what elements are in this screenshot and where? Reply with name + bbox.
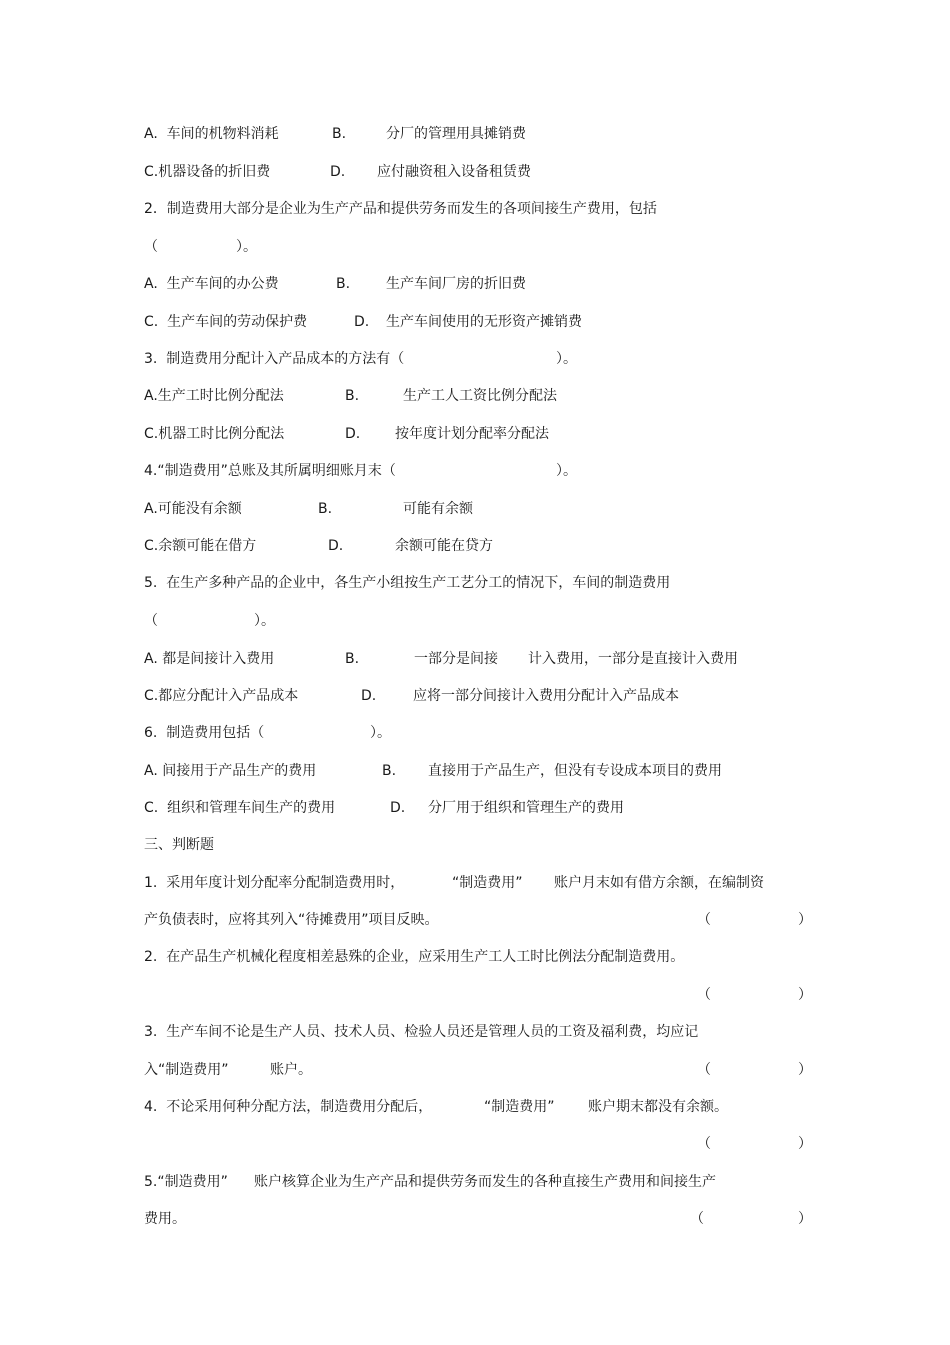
option-c: C.余额可能在借方 (144, 538, 257, 554)
judgment-3-line2: 入“制造费用” (144, 1062, 229, 1078)
option-b-letter: B. (318, 501, 333, 517)
option-b-letter: B. (345, 651, 360, 667)
judgment-2: 2. 在产品生产机械化程度相差悬殊的企业，应采用生产工人工时比例法分配制造费用。 (144, 949, 685, 965)
option-b-letter: B. (336, 276, 351, 292)
option-b-letter: B. (332, 126, 347, 142)
option-a: A. 生产车间的办公费 (144, 276, 279, 292)
answer-close-paren: ） (798, 1211, 812, 1227)
answer-open-paren: （ (697, 1136, 711, 1152)
judgment-4-cont: 账户期末都没有余额。 (588, 1099, 728, 1115)
answer-close-paren: ） (798, 987, 812, 1003)
option-c: C.都应分配计入产品成本 (144, 688, 299, 704)
option-b-text: 一部分是间接 (414, 651, 498, 667)
judgment-3-line2-cont: 账户。 (270, 1062, 312, 1078)
option-c: C. 组织和管理车间生产的费用 (144, 800, 336, 816)
option-b-letter: B. (382, 763, 397, 779)
judgment-5: 5.“制造费用” (144, 1174, 228, 1190)
blank-open: （ (144, 613, 158, 629)
question-4: 4.“制造费用”总账及其所属明细账月末（ (144, 463, 396, 479)
option-a: A.可能没有余额 (144, 501, 242, 517)
option-c: C.机器设备的折旧费 (144, 164, 271, 180)
option-d-letter: D. (390, 800, 406, 816)
option-b-text: 生产车间厂房的折旧费 (386, 276, 526, 292)
option-b-text: 可能有余额 (403, 501, 473, 517)
option-d-text: 应付融资租入设备租赁费 (377, 164, 531, 180)
judgment-1-cont: 账户月末如有借方余额，在编制资 (554, 875, 764, 891)
option-b-letter: B. (345, 388, 360, 404)
option-c: C. 生产车间的劳动保护费 (144, 314, 308, 330)
quoted-term: “制造费用” (452, 875, 523, 891)
answer-close-paren: ） (798, 1062, 812, 1078)
option-d-letter: D. (328, 538, 344, 554)
question-5: 5. 在生产多种产品的企业中，各生产小组按生产工艺分工的情况下，车间的制造费用 (144, 575, 671, 591)
section-heading: 三、判断题 (144, 837, 214, 853)
question-6: 6. 制造费用包括（ (144, 725, 265, 741)
judgment-3: 3. 生产车间不论是生产人员、技术人员、检验人员还是管理人员的工资及福利费，均应记 (144, 1024, 699, 1040)
blank-close: ）。 (254, 613, 275, 629)
option-b-text: 分厂的管理用具摊销费 (386, 126, 526, 142)
blank-open: （ (144, 239, 158, 255)
option-d-text: 生产车间使用的无形资产摊销费 (386, 314, 582, 330)
answer-open-paren: （ (697, 912, 711, 928)
option-d-letter: D. (354, 314, 370, 330)
quoted-term: “制造费用” (484, 1099, 555, 1115)
option-d-text: 按年度计划分配率分配法 (395, 426, 549, 442)
judgment-1: 1. 采用年度计划分配率分配制造费用时， (144, 875, 405, 891)
option-d-text: 余额可能在贷方 (395, 538, 493, 554)
question-2: 2．制造费用大部分是企业为生产产品和提供劳务而发生的各项间接生产费用，包括 (144, 201, 657, 217)
option-a: A. 都是间接计入费用 (144, 651, 275, 667)
option-d-letter: D. (330, 164, 346, 180)
question-3: 3. 制造费用分配计入产品成本的方法有（ (144, 351, 405, 367)
option-a: A. 车间的机物料消耗 (144, 126, 279, 142)
option-c: C.机器工时比例分配法 (144, 426, 285, 442)
answer-open-paren: （ (690, 1211, 704, 1227)
option-d-letter: D. (345, 426, 361, 442)
option-b-text: 生产工人工资比例分配法 (403, 388, 557, 404)
blank-close: ）。 (556, 463, 577, 479)
option-b-text: 直接用于产品生产，但没有专设成本项目的费用 (428, 763, 722, 779)
judgment-4: 4. 不论采用何种分配方法，制造费用分配后， (144, 1099, 433, 1115)
answer-open-paren: （ (697, 1062, 711, 1078)
answer-close-paren: ） (798, 912, 812, 928)
option-d-letter: D. (361, 688, 377, 704)
answer-open-paren: （ (697, 987, 711, 1003)
option-a: A. 间接用于产品生产的费用 (144, 763, 317, 779)
option-b-text-cont: 计入费用，一部分是直接计入费用 (528, 651, 738, 667)
judgment-1-line2: 产负债表时，应将其列入“待摊费用”项目反映。 (144, 912, 439, 928)
judgment-5-line2: 费用。 (144, 1211, 186, 1227)
judgment-5-cont: 账户核算企业为生产产品和提供劳务而发生的各种直接生产费用和间接生产 (254, 1174, 716, 1190)
option-d-text: 分厂用于组织和管理生产的费用 (428, 800, 624, 816)
blank-close: ）。 (556, 351, 577, 367)
option-a: A.生产工时比例分配法 (144, 388, 284, 404)
answer-close-paren: ） (798, 1136, 812, 1152)
blank-close: ）。 (236, 239, 257, 255)
option-d-text: 应将一部分间接计入费用分配计入产品成本 (413, 688, 679, 704)
blank-close: ）。 (370, 725, 391, 741)
